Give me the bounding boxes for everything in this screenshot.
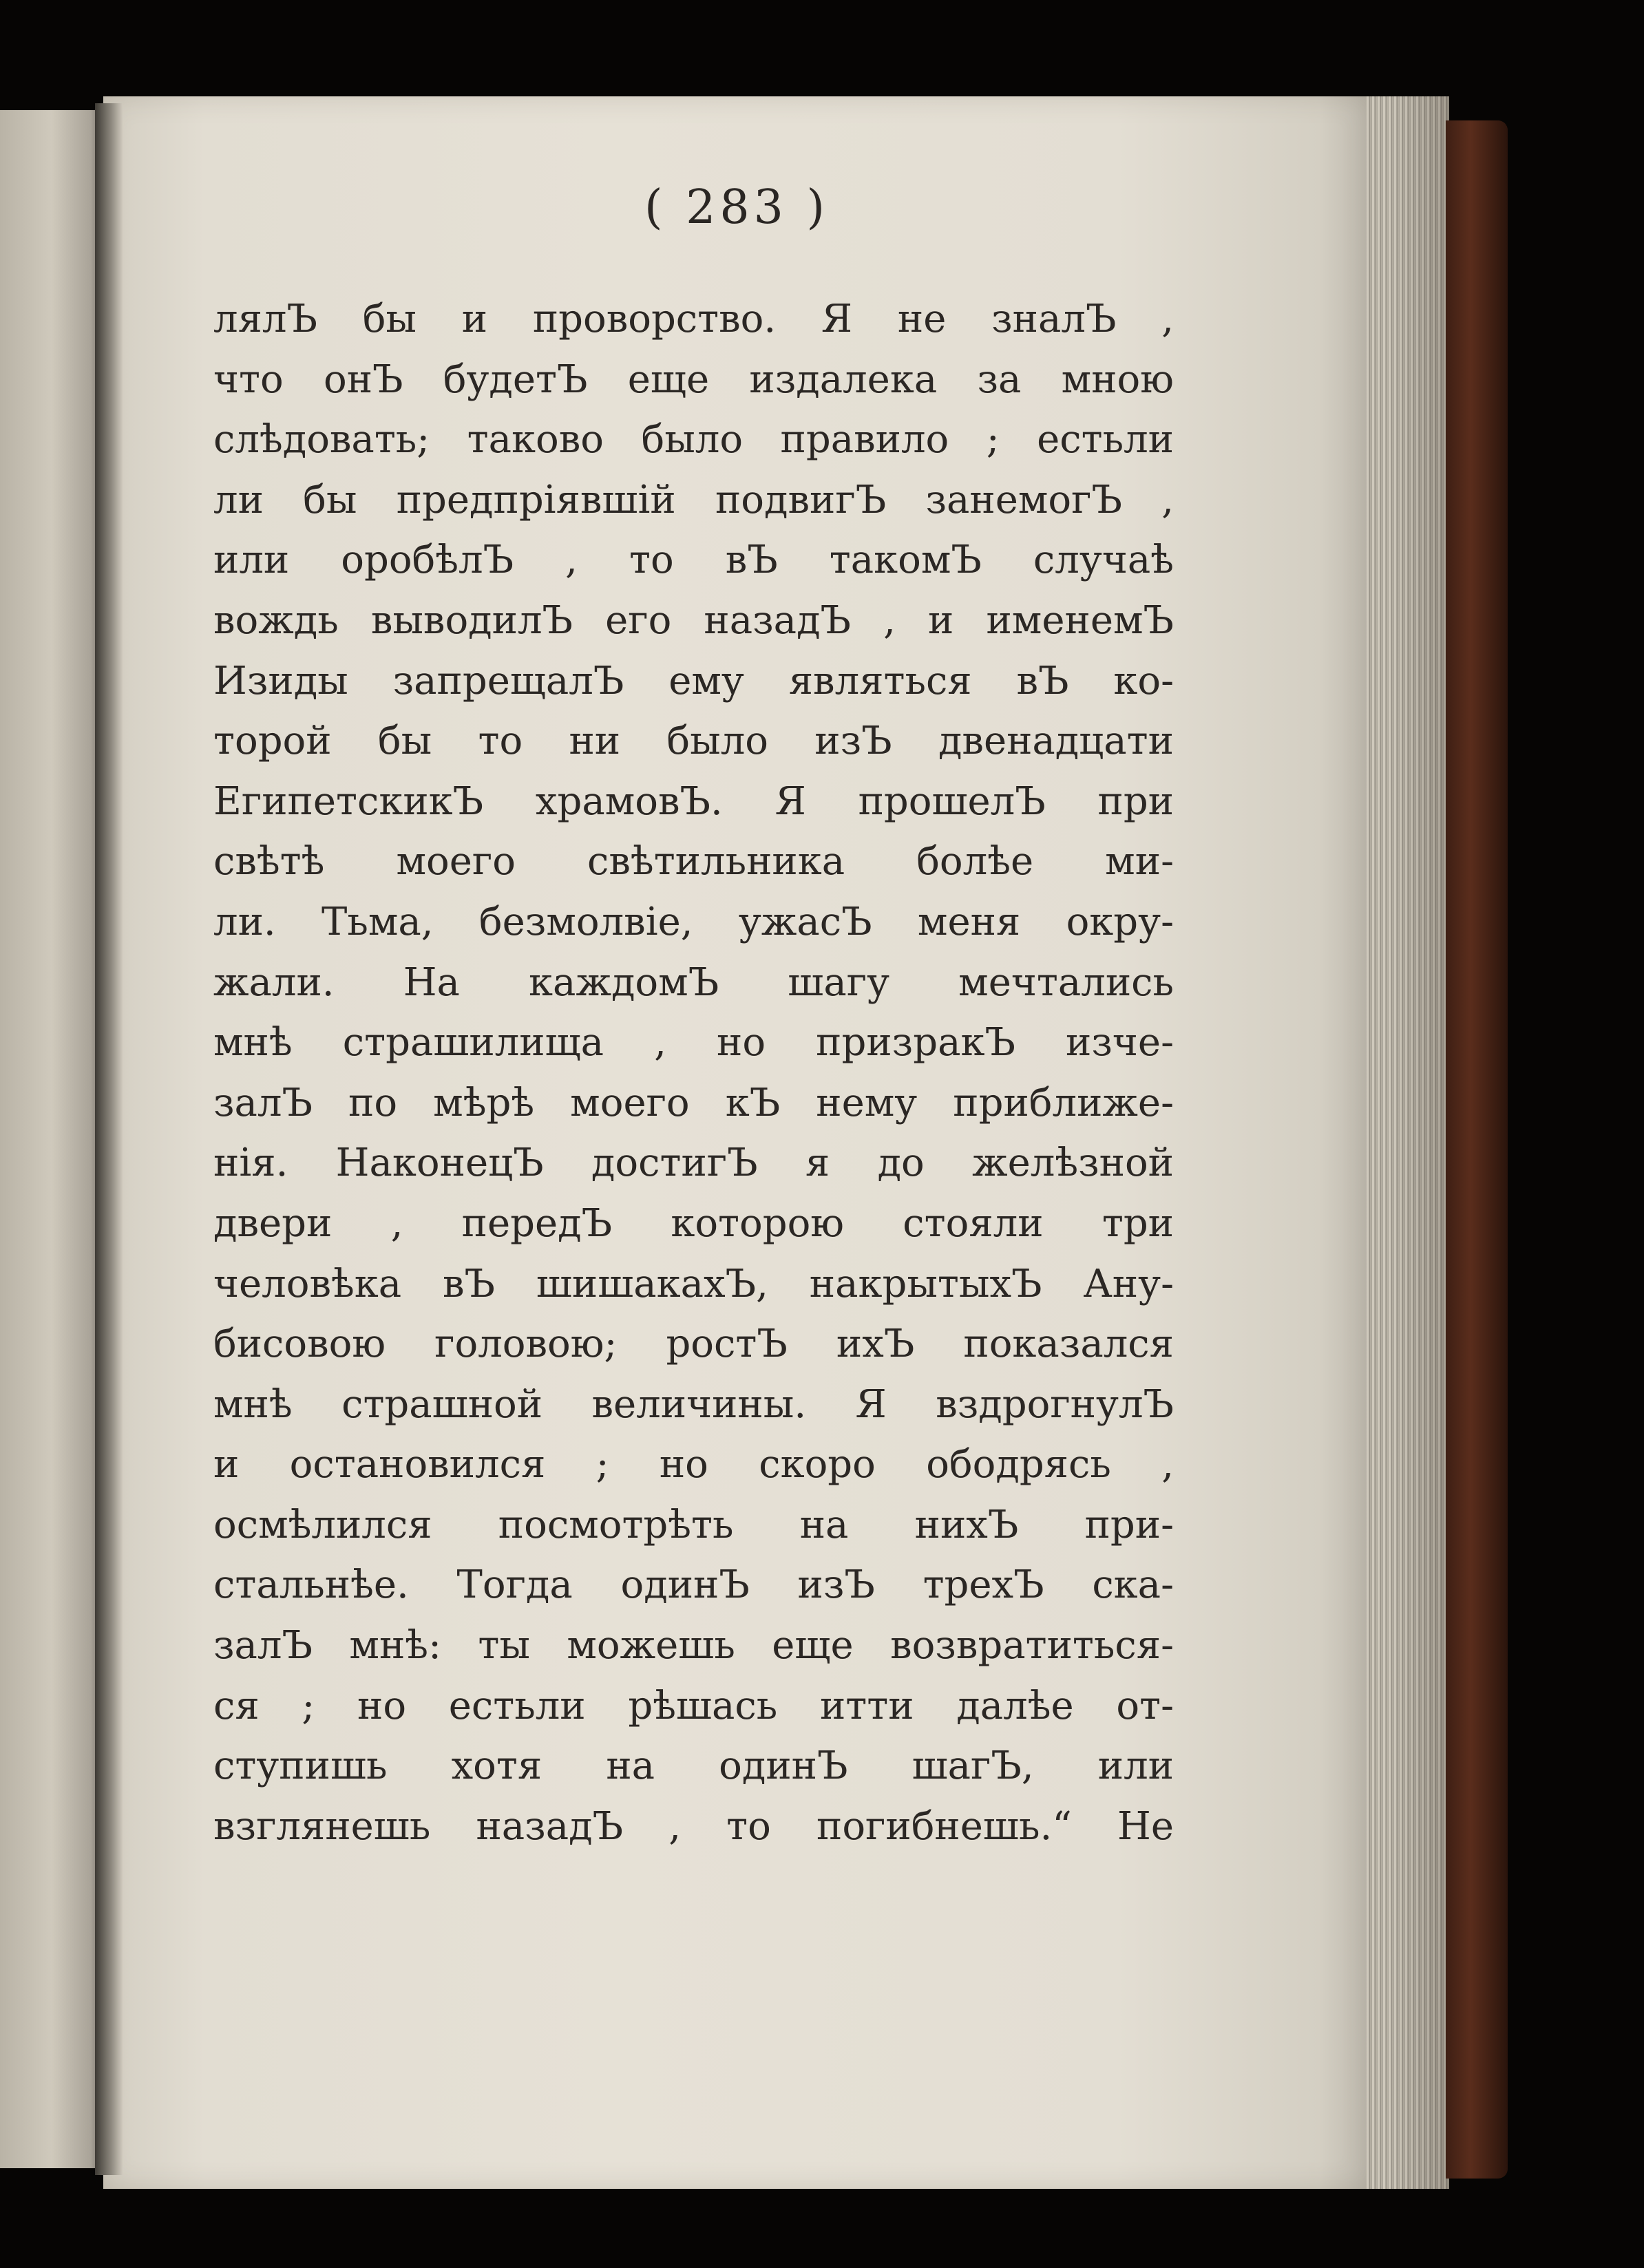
- text-line: ли бы предпріявшій подвигЪ занемогЪ ,: [213, 477, 1174, 522]
- page-number-header: ( 283 ): [644, 180, 830, 235]
- text-line: свѣтѣ моего свѣтильника болѣе ми-: [213, 839, 1174, 884]
- previous-page-edge: [0, 110, 103, 2168]
- text-line: залЪ по мѣрѣ моего кЪ нему приближе-: [213, 1080, 1174, 1125]
- text-line: человѣка вЪ шишакахЪ, накрытыхЪ Ану-: [213, 1261, 1174, 1306]
- text-line: двери , передЪ которою стояли три: [213, 1200, 1174, 1246]
- page-edges-shadow: [1391, 96, 1449, 2189]
- text-line: вождь выводилЪ его назадЪ , и именемЪ: [213, 597, 1174, 643]
- text-line: мнѣ страшилища , но призракЪ изче-: [213, 1020, 1174, 1066]
- book-gutter: [95, 103, 123, 2175]
- text-line: взглянешь назадЪ , то погибнешь.“ Не: [213, 1803, 1174, 1849]
- text-line: ся ; но естьли рѣшась итти далѣе от-: [213, 1683, 1174, 1728]
- text-line: торой бы то ни было изЪ двенадцати: [213, 719, 1174, 764]
- text-line: осмѣлился посмотрѣть на нихЪ при-: [213, 1502, 1174, 1547]
- text-line: ЕгипетскикЪ храмовЪ. Я прошелЪ при: [213, 778, 1174, 824]
- text-line: нія. НаконецЪ достигЪ я до желѣзной: [213, 1141, 1174, 1186]
- page-text: [213, 289, 1174, 1856]
- text-line: ступишь хотя на одинЪ шагЪ, или: [213, 1744, 1174, 1789]
- text-line: слѣдовать; таково было правило ; естьли: [213, 417, 1174, 463]
- text-line: и остановился ; но скоро ободрясь ,: [213, 1442, 1174, 1487]
- text-line: или оробѣлЪ , то вЪ такомЪ случаѣ: [213, 538, 1174, 583]
- text-line: залЪ мнѣ: ты можешь еще возвратиться-: [213, 1623, 1174, 1668]
- text-line: ли. Тьма, безмолвіе, ужасЪ меня окру-: [213, 899, 1174, 944]
- text-line: стальнѣе. Тогда одинЪ изЪ трехЪ ска-: [213, 1562, 1174, 1608]
- book-cover: [1446, 120, 1508, 2179]
- text-line: Изиды запрещалЪ ему являться вЪ ко-: [213, 658, 1174, 703]
- text-line: лялЪ бы и проворство. Я не зналЪ ,: [213, 297, 1174, 341]
- text-line: жали. На каждомЪ шагу мечтались: [213, 960, 1174, 1005]
- text-line: бисовою головою; ростЪ ихЪ показался: [213, 1322, 1174, 1367]
- text-line: что онЪ будетЪ еще издалека за мною: [213, 357, 1174, 402]
- text-line: мнѣ страшной величины. Я вздрогнулЪ: [213, 1381, 1174, 1427]
